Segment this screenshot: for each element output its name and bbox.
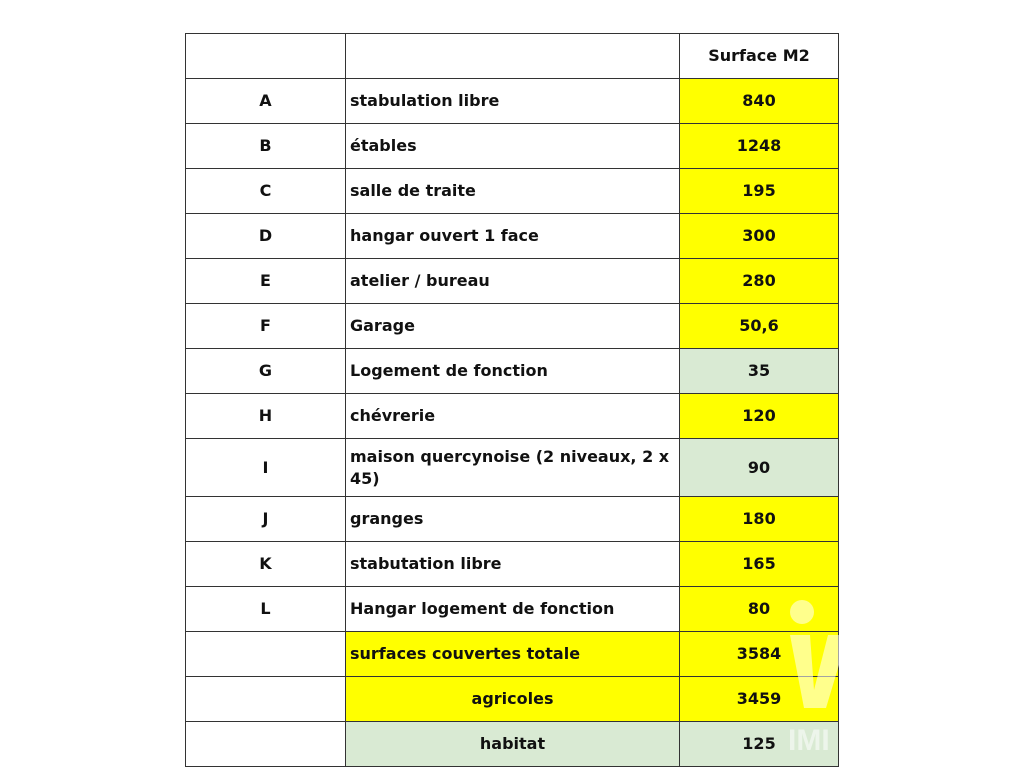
total-row-empty-cell — [186, 632, 346, 677]
row-code: A — [186, 79, 346, 124]
row-label: Logement de fonction — [346, 349, 680, 394]
row-label: hangar ouvert 1 face — [346, 214, 680, 259]
agricoles-value: 3459 — [680, 677, 839, 722]
row-value: 50,6 — [680, 304, 839, 349]
row-code: L — [186, 587, 346, 632]
row-value: 180 — [680, 497, 839, 542]
table-row — [186, 349, 839, 394]
row-code: G — [186, 349, 346, 394]
row-value: 280 — [680, 259, 839, 304]
row-label: salle de traite — [346, 169, 680, 214]
surface-table — [185, 33, 839, 767]
row-label: stabulation libre — [346, 79, 680, 124]
agricoles-label: agricoles — [346, 677, 680, 722]
table-row — [186, 214, 839, 259]
habitat-value: 125 — [680, 722, 839, 767]
row-value: 840 — [680, 79, 839, 124]
total-row — [186, 632, 839, 677]
row-label: Garage — [346, 304, 680, 349]
row-code: E — [186, 259, 346, 304]
table-row — [186, 304, 839, 349]
header-cell-label — [346, 34, 680, 79]
table-row — [186, 587, 839, 632]
table-row — [186, 542, 839, 587]
row-value: 35 — [680, 349, 839, 394]
row-label: chévrerie — [346, 394, 680, 439]
row-value: 80 — [680, 587, 839, 632]
header-row — [186, 34, 839, 79]
row-code: F — [186, 304, 346, 349]
habitat-row — [186, 722, 839, 767]
agricoles-row — [186, 677, 839, 722]
watermark-text: IMI — [788, 724, 830, 757]
row-value: 300 — [680, 214, 839, 259]
table-row — [186, 439, 839, 497]
habitat-label: habitat — [346, 722, 680, 767]
row-label: maison quercynoise (2 niveaux, 2 x 45) — [346, 439, 680, 497]
table-row — [186, 79, 839, 124]
row-code: C — [186, 169, 346, 214]
total-label: surfaces couvertes totale — [346, 632, 680, 677]
row-code: D — [186, 214, 346, 259]
row-value: 195 — [680, 169, 839, 214]
table-row — [186, 497, 839, 542]
row-code: J — [186, 497, 346, 542]
agricoles-row-empty-cell — [186, 677, 346, 722]
row-label: Hangar logement de fonction — [346, 587, 680, 632]
table-row — [186, 124, 839, 169]
row-label: étables — [346, 124, 680, 169]
table-row — [186, 259, 839, 304]
row-label: granges — [346, 497, 680, 542]
row-code: H — [186, 394, 346, 439]
table-row — [186, 169, 839, 214]
header-cell-code — [186, 34, 346, 79]
row-code: I — [186, 439, 346, 497]
row-value: 120 — [680, 394, 839, 439]
row-value: 165 — [680, 542, 839, 587]
header-cell-surface: Surface M2 — [680, 34, 839, 79]
row-code: K — [186, 542, 346, 587]
row-label: atelier / bureau — [346, 259, 680, 304]
habitat-row-empty-cell — [186, 722, 346, 767]
row-code: B — [186, 124, 346, 169]
row-value: 90 — [680, 439, 839, 497]
row-value: 1248 — [680, 124, 839, 169]
table-row — [186, 394, 839, 439]
row-label: stabutation libre — [346, 542, 680, 587]
total-value: 3584 — [680, 632, 839, 677]
